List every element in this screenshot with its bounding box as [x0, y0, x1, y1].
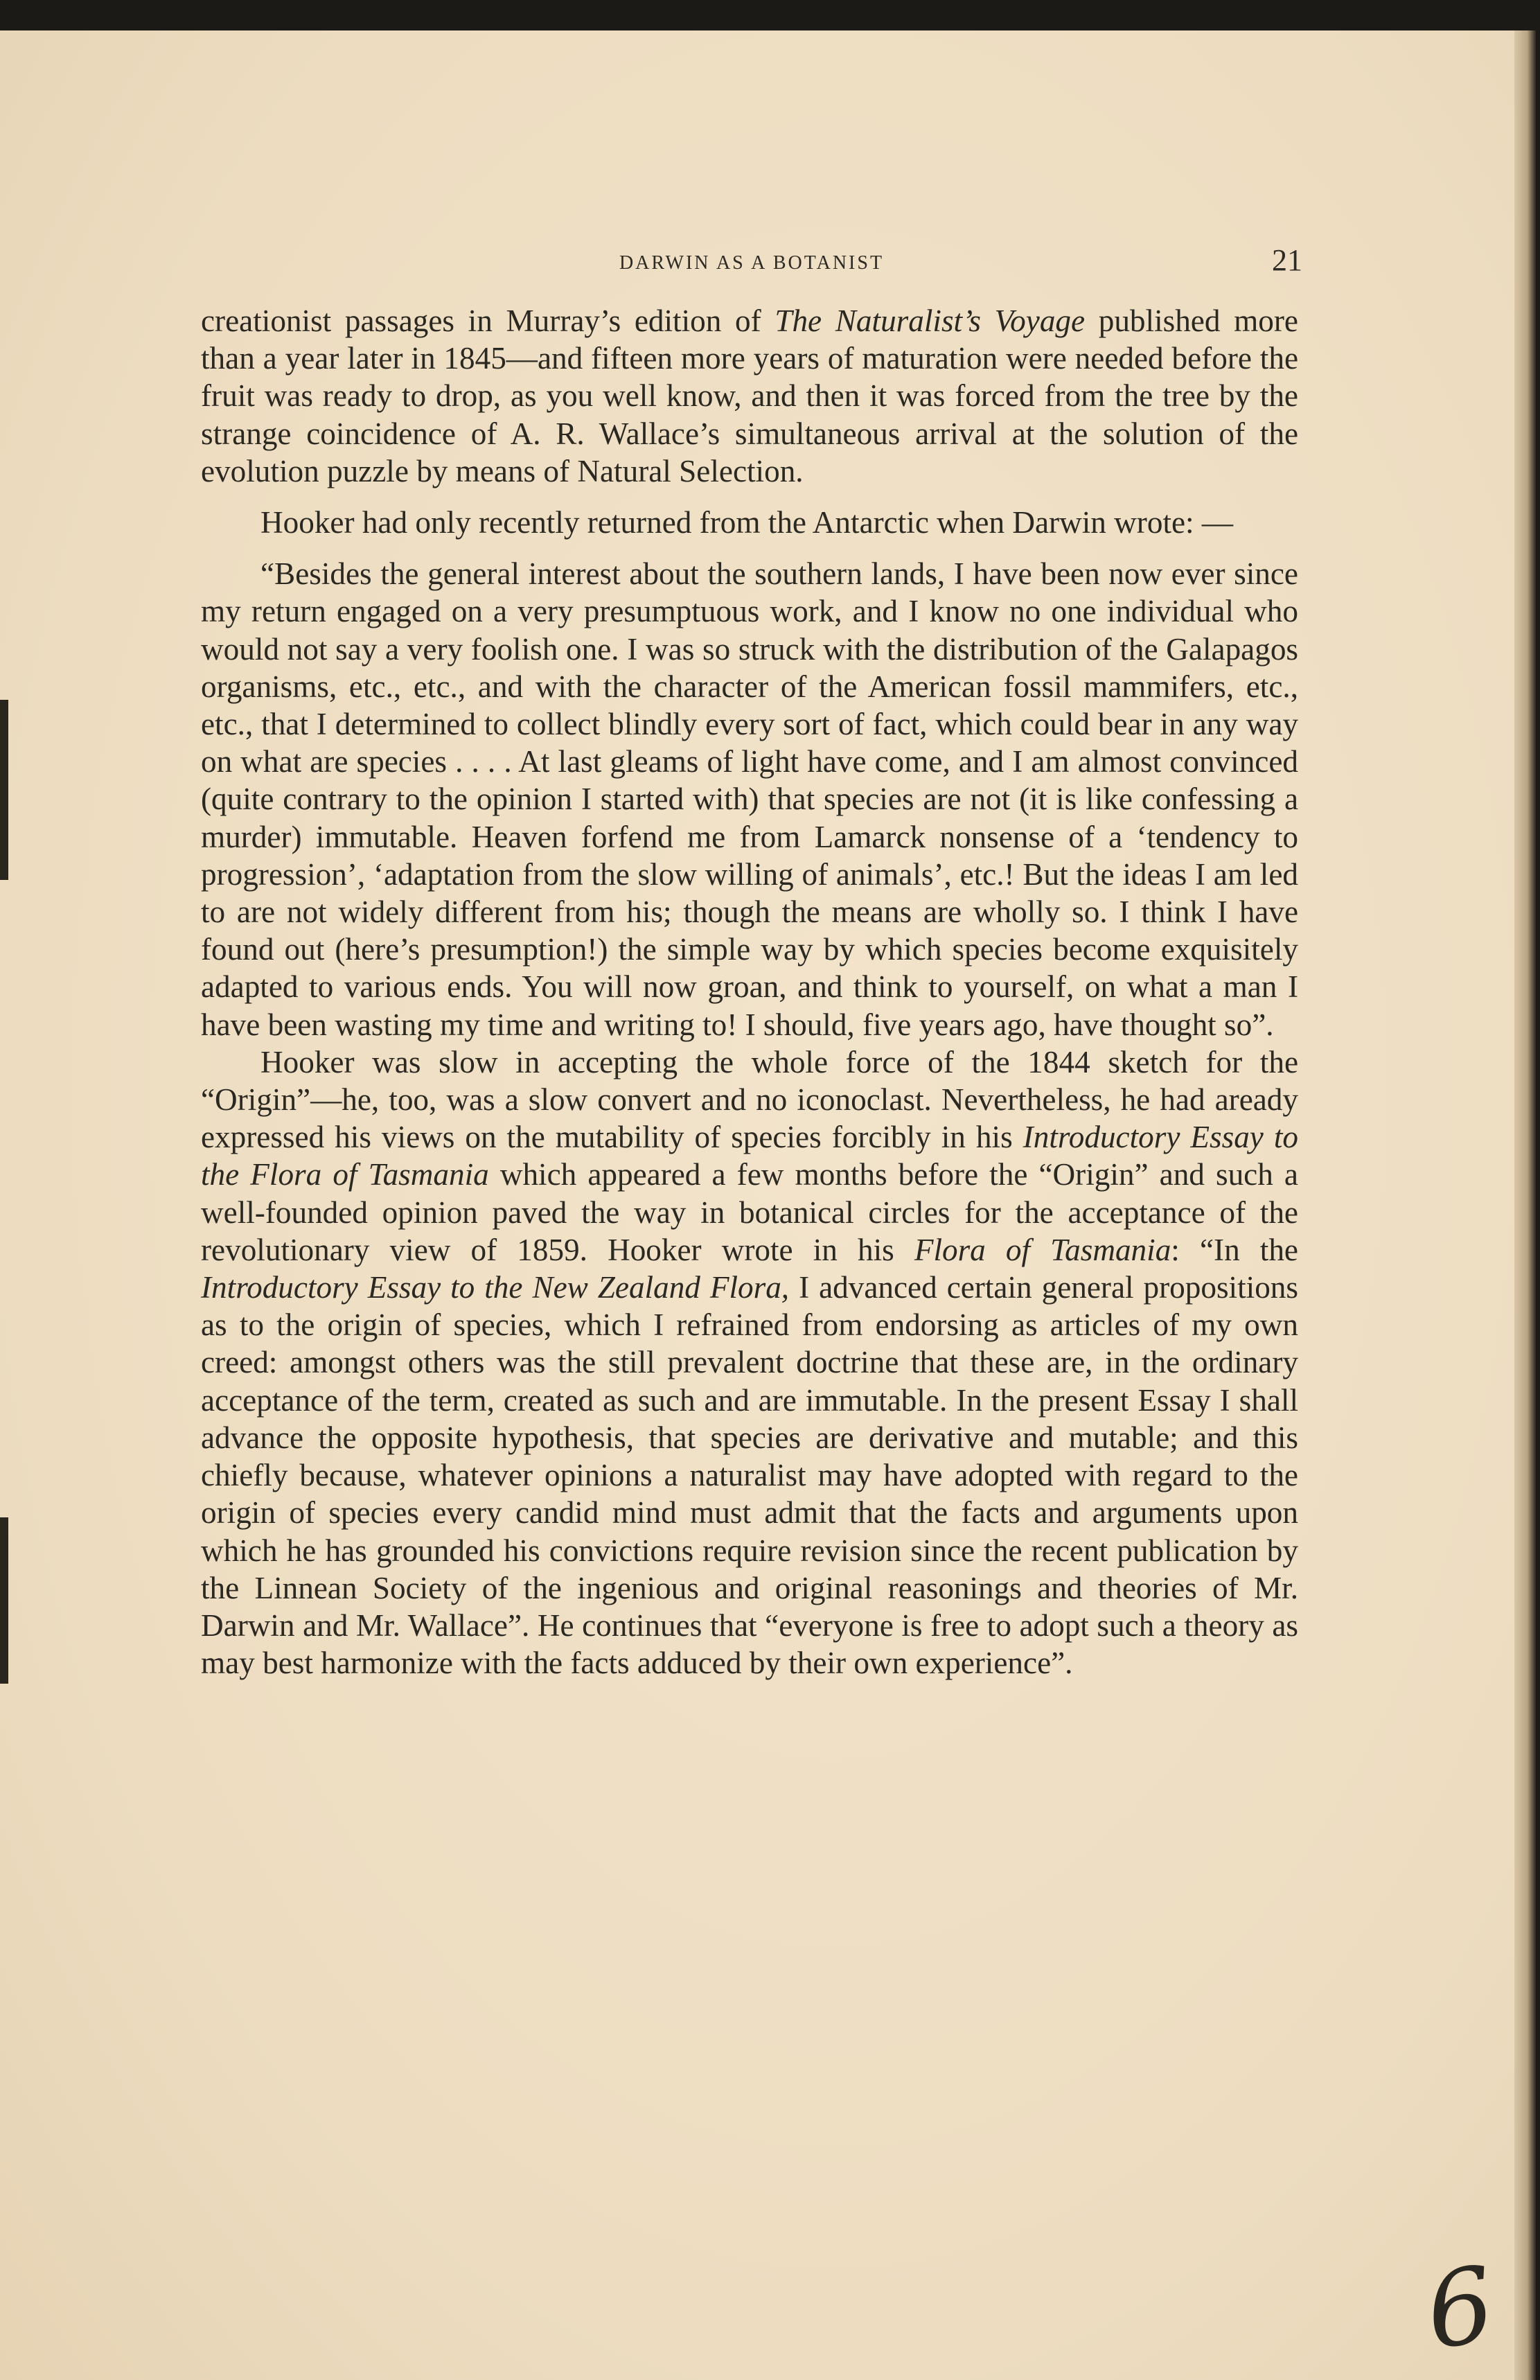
binding-mark [0, 1517, 8, 1684]
book-title: Introductory Essay to the New Zealand Flora, [201, 1270, 790, 1305]
book-title: Introductory Essay to the Flora of Tasmania [201, 1120, 1298, 1192]
page-edge [1514, 30, 1536, 2380]
quotation: “Besides the general interest about the southern lands, I have been now ever since my return engaged on a very presumptuous work, and I know no one individual who would not say a very foolish one. I was so struck with the distribution of the Galapagos organisms, etc., etc., and with the character of the American fossil mammifers, etc., etc., that I determined to collect blindly every sort of fact, which could bear in any way on what are species . . . . At last gleams of light have come, and I am almost convinced (quite contrary to the opinion I started with) that species are not (it is like confessing a murder) immutable. Heaven forfend me from Lamarck nonsense of a ‘tendency to progression’, ‘adaptation from the slow willing of animals’, etc.! But the ideas I am led to are not widely different from his; though the means are wholly so. I think I have found out (here’s presumption!) the simple way by which species become exquisitely adapted to various ends. You will now groan, and think to yourself, on what a man I have been wasting my time and writing to! I should, five years ago, have thought so”. [201, 556, 1298, 1042]
book-title: Flora of Tasmania [914, 1232, 1171, 1267]
paragraph: Hooker had only recently returned from the Antarctic when Darwin wrote: — [260, 505, 1234, 540]
binding-mark [0, 700, 8, 880]
page-header [201, 243, 1302, 284]
body-text [201, 302, 1298, 1682]
paragraph: creationist passages in Murray’s edition of The Naturalist’s Voyage published more than a year later in 1845—and fifteen more years of maturation were needed before the fruit was ready to drop, as you well know, and then it was forced from the tree by the strange coincidence of A. R. Wallace’s simultaneous arrival at the solution of the evolution puzzle by means of Natural Selection. [201, 303, 1298, 488]
handwritten-mark: 6 [1419, 2244, 1502, 2373]
running-head: DARWIN AS A BOTANIST [619, 252, 885, 274]
book-title: The Naturalist’s Voyage [775, 303, 1086, 338]
page-number: 21 [1272, 243, 1302, 277]
paragraph: Hooker was slow in accepting the whole force of the 1844 sketch for the “Origin”—he, too, was a slow convert and no iconoclast. Nevertheless, he had aready expressed his views on the mutability of species forcibly in his Introductory Essay to the Flora of Tasmania which appeared a few months before the “Origin” and such a well-founded opinion paved the way in botanical circles for the acceptance of the revolutionary view of 1859. Hooker wrote in his Flora of Tasmania: “In the Introductory Essay to the New Zealand Flora, I advanced certain general propositions as to the origin of species, which I refrained from endorsing as articles of my own creed: amongst others was the still prevalent doctrine that these are, in the ordinary acceptance of the term, created as such and are immutable. In the present Essay I shall advance the opposite hypothesis, that species are derivative and mutable; and this chiefly because, whatever opinions a naturalist may have adopted with regard to the origin of species every candid mind must admit that the facts and arguments upon which he has grounded his convictions require revision since the recent publication by the Linnean Society of the ingenious and original reasonings and theories of Mr. Darwin and Mr. Wallace”. He continues that “everyone is free to adopt such a theory as may best harmonize with the facts adduced by their own experience”. [201, 1044, 1298, 1681]
